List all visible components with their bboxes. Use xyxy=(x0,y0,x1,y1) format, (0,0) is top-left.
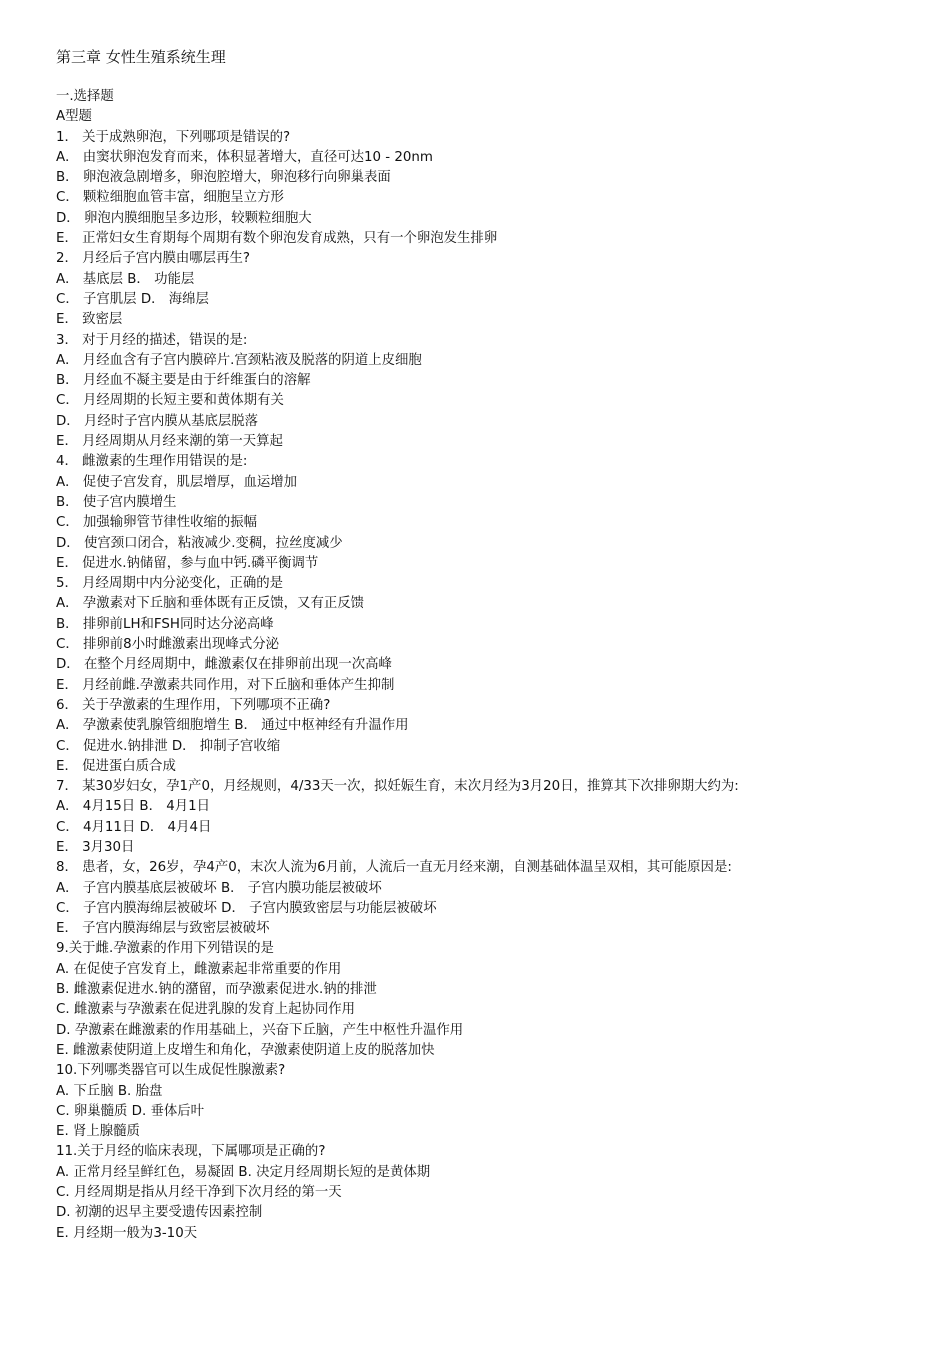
answer-option: C． 排卵前8小时雌激素出现峰式分泌 xyxy=(56,637,279,653)
question-block xyxy=(56,128,906,250)
question-stem: 5． 月经周期中内分泌变化，正确的是 xyxy=(56,576,284,592)
question-stem: 4． 雌激素的生理作用错误的是: xyxy=(56,454,248,470)
chapter-title: 第三章 女性生殖系统生理 xyxy=(56,48,226,66)
answer-option: B. 雌激素促进水.钠的潴留，而孕激素促进水.钠的排泄 xyxy=(56,982,377,998)
question-block xyxy=(56,452,906,574)
answer-option: E． 促进蛋白质合成 xyxy=(56,758,176,774)
answer-option: A. 在促使子宫发育上，雌激素起非常重要的作用 xyxy=(56,961,342,977)
question-block xyxy=(56,331,906,453)
question-block xyxy=(56,1061,906,1142)
answer-option: C． 4月11日 D． 4月4日 xyxy=(56,819,212,835)
question-stem: 1． 关于成熟卵泡，下列哪项是错误的? xyxy=(56,129,291,145)
question-block xyxy=(56,696,906,777)
answer-option: B． 使子宫内膜增生 xyxy=(56,494,177,510)
answer-option: A． 子宫内膜基底层被破坏 B． 子宫内膜功能层被破坏 xyxy=(56,880,382,896)
question-stem: 10.下列哪类器官可以生成促性腺激素? xyxy=(56,1063,286,1079)
answer-option: B． 排卵前LH和FSH同时达分泌高峰 xyxy=(56,616,274,632)
answer-option: E． 月经周期从月经来潮的第一天算起 xyxy=(56,434,283,450)
answer-option: E． 促进水.钠储留，参与血中钙.磷平衡调节 xyxy=(56,555,319,571)
answer-option: C. 月经周期是指从月经干净到下次月经的第一天 xyxy=(56,1185,342,1201)
answer-option: E. 月经期一般为3-10天 xyxy=(56,1225,198,1241)
question-stem: 7． 某30岁妇女，孕1产0，月经规则，4/33天一次，拟妊娠生育，末次月经为3月20日，推算其下次排卵期大约为: xyxy=(56,779,739,795)
subsection-heading: A型题 xyxy=(56,109,92,125)
question-stem: 6． 关于孕激素的生理作用，下列哪项不正确? xyxy=(56,697,331,713)
answer-option: A． 月经血含有子宫内膜碎片.宫颈粘液及脱落的阴道上皮细胞 xyxy=(56,352,422,368)
answer-option: D． 月经时子宫内膜从基底层脱落 xyxy=(56,413,259,429)
answer-option: C． 促进水.钠排泄 D． 抑制子宫收缩 xyxy=(56,738,281,754)
answer-option: A． 4月15日 B． 4月1日 xyxy=(56,799,211,815)
answer-option: E． 3月30日 xyxy=(56,839,135,855)
answer-option: A． 孕激素对下丘脑和垂体既有正反馈，又有正反馈 xyxy=(56,596,365,612)
answer-option: E． 致密层 xyxy=(56,312,123,328)
question-stem: 2． 月经后子宫内膜由哪层再生? xyxy=(56,251,250,267)
answer-option: D． 在整个月经周期中，雌激素仅在排卵前出现一次高峰 xyxy=(56,657,392,673)
answer-option: A． 促使子宫发育，肌层增厚，血运增加 xyxy=(56,474,298,490)
answer-option: A. 下丘脑 B. 胎盘 xyxy=(56,1083,163,1099)
answer-option: C． 颗粒细胞血管丰富，细胞呈立方形 xyxy=(56,190,284,206)
question-stem: 3． 对于月经的描述，错误的是: xyxy=(56,332,248,348)
document-page xyxy=(56,47,906,1244)
answer-option: E． 子宫内膜海绵层与致密层被破坏 xyxy=(56,921,270,937)
question-block xyxy=(56,249,906,330)
answer-option: A． 由窦状卵泡发育而来，体积显著增大，直径可达10 - 20nm xyxy=(56,149,433,165)
answer-option: C． 子宫肌层 D． 海绵层 xyxy=(56,291,209,307)
question-list xyxy=(56,128,906,1244)
answer-option: D． 使宫颈口闭合，粘液减少.变稠，拉丝度减少 xyxy=(56,535,343,551)
answer-option: A． 孕激素使乳腺管细胞增生 B． 通过中枢神经有升温作用 xyxy=(56,718,409,734)
answer-option: C. 雌激素与孕激素在促进乳腺的发育上起协同作用 xyxy=(56,1002,356,1018)
answer-option: C． 子宫内膜海绵层被破坏 D． 子宫内膜致密层与功能层被破坏 xyxy=(56,900,437,916)
question-stem: 9.关于雌.孕激素的作用下列错误的是 xyxy=(56,941,274,957)
question-stem: 11.关于月经的临床表现，下属哪项是正确的? xyxy=(56,1144,326,1160)
question-block xyxy=(56,858,906,939)
answer-option: C． 月经周期的长短主要和黄体期有关 xyxy=(56,393,284,409)
question-stem: 8． 患者，女，26岁，孕4产0，末次人流为6月前，人流后一直无月经来潮，自测基础体温呈双相，其可能原因是: xyxy=(56,860,732,876)
answer-option: A. 正常月经呈鲜红色，易凝固 B. 决定月经周期长短的是黄体期 xyxy=(56,1164,431,1180)
answer-option: C. 卵巢髓质 D. 垂体后叶 xyxy=(56,1103,205,1119)
answer-option: E. 雌激素使阴道上皮增生和角化，孕激素使阴道上皮的脱落加快 xyxy=(56,1042,435,1058)
section-heading: 一.选择题 xyxy=(56,89,114,104)
answer-option: E． 正常妇女生育期每个周期有数个卵泡发育成熟，只有一个卵泡发生排卵 xyxy=(56,231,498,247)
question-block xyxy=(56,939,906,1061)
question-block xyxy=(56,777,906,858)
answer-option: E． 月经前雌.孕激素共同作用，对下丘脑和垂体产生抑制 xyxy=(56,677,395,693)
answer-option: D． 卵泡内膜细胞呈多边形，较颗粒细胞大 xyxy=(56,210,312,226)
answer-option: D. 初潮的迟早主要受遗传因素控制 xyxy=(56,1205,263,1221)
question-block xyxy=(56,1142,906,1243)
question-block xyxy=(56,574,906,696)
answer-option: B． 卵泡液急剧增多，卵泡腔增大，卵泡移行向卵巢表面 xyxy=(56,170,391,186)
answer-option: B． 月经血不凝主要是由于纤维蛋白的溶解 xyxy=(56,373,311,389)
answer-option: E. 肾上腺髓质 xyxy=(56,1124,140,1140)
answer-option: A． 基底层 B． 功能层 xyxy=(56,271,195,287)
answer-option: C． 加强输卵管节律性收缩的振幅 xyxy=(56,515,258,531)
answer-option: D. 孕激素在雌激素的作用基础上，兴奋下丘脑，产生中枢性升温作用 xyxy=(56,1022,464,1038)
